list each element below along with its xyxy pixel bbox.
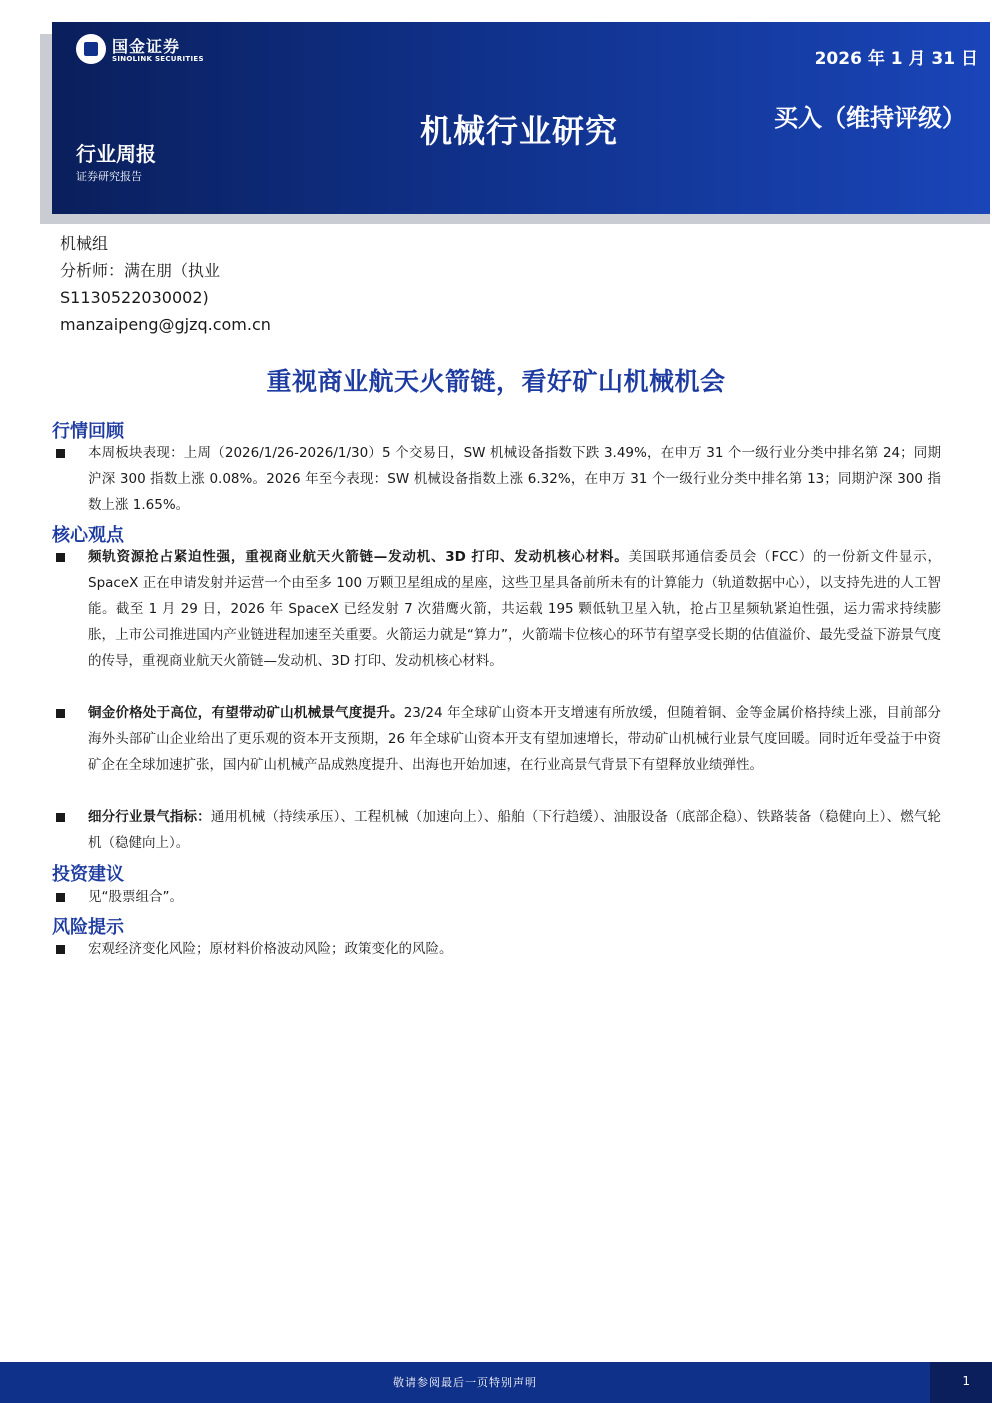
- bullet-square-icon: [56, 813, 65, 822]
- logo-name-cn: 国金证券: [112, 37, 181, 56]
- page-number: 1: [962, 1374, 970, 1388]
- section-title-advice: 投资建议: [52, 864, 124, 885]
- report-title: 机械行业研究: [420, 112, 619, 150]
- report-type: 行业周报: [76, 142, 156, 166]
- bullet-square-icon: [56, 449, 65, 458]
- report-subtype: 证券研究报告: [76, 170, 142, 183]
- logo-icon: [76, 34, 106, 64]
- bullet-bold-lead: 细分行业景气指标：: [88, 809, 211, 825]
- company-logo: [76, 34, 236, 66]
- bullet-views-2: [56, 700, 941, 778]
- analyst-name: 分析师：满在朋（执业: [60, 261, 221, 280]
- logo-name-en: SINOLINK SECURITIES: [112, 55, 204, 63]
- bullet-body: 美国联邦通信委员会（FCC）的一份新文件显示，SpaceX 正在申请发射并运营一个由至多 100 万颗卫星组成的星座，这些卫星具备前所未有的计算能力（轨道数据中心），以支持先进的人工智能。截至 1 月 29 日，2026 年 SpaceX 已经发射 7 次猎鹰火箭，共运载 195 颗低轨卫星入轨，抢占卫星频轨紧迫性强，运力需求持续膨胀，上市公司推进国内产业链进程加速至关重要。火箭运力就是“算力”，火箭端卡位核心的环节有望享受长期的估值溢价、最先受益下游景气度的传导，重视商业航天火箭链—发动机、3D 打印、发动机核心材料。: [88, 549, 941, 669]
- bullet-square-icon: [56, 893, 65, 902]
- section-title-review: 行情回顾: [52, 421, 124, 442]
- bullet-square-icon: [56, 709, 65, 718]
- analyst-info: [60, 230, 271, 338]
- bullet-risk-1: 宏观经济变化风险；原材料价格波动风险；政策变化的风险。: [56, 936, 941, 962]
- bullet-advice-1: 见“股票组合”。: [56, 884, 941, 910]
- bullet-views-3: [56, 804, 941, 856]
- bullet-body: 23/24 年全球矿山资本开支增速有所放缓，但随着铜、金等金属价格持续上涨，目前部分海外头部矿山企业给出了更乐观的资本开支预期，26 年全球矿山资本开支有望加速增长，带动矿山机械行业景气度回暖。同时近年受益于中资矿企在全球加速扩张，国内矿山机械产品成熟度提升、出海也开始加速，在行业高景气背景下有望释放业绩弹性。: [88, 705, 941, 773]
- bullet-body: 通用机械（持续承压）、工程机械（加速向上）、船舶（下行趋缓）、油服设备（底部企稳）、铁路装备（稳健向上）、燃气轮机（稳健向上）。: [88, 809, 942, 851]
- bullet-bold-lead: 铜金价格处于高位，有望带动矿山机械景气度提升。: [88, 705, 404, 721]
- analyst-license: S1130522030002): [60, 288, 209, 307]
- section-title-risk: 风险提示: [52, 917, 124, 938]
- footer-notice: 敬请参阅最后一页特别声明: [393, 1376, 537, 1389]
- page-footer: [0, 1362, 992, 1403]
- analyst-email[interactable]: manzaipeng@gjzq.com.cn: [60, 315, 271, 334]
- group-name: 机械组: [60, 234, 109, 253]
- bullet-bold-lead: 频轨资源抢占紧迫性强，重视商业航天火箭链—发动机、3D 打印、发动机核心材料。: [88, 549, 629, 565]
- footer-page-tab: [930, 1362, 992, 1403]
- bullet-square-icon: [56, 553, 65, 562]
- section-title-views: 核心观点: [52, 525, 124, 546]
- header-banner: [52, 22, 990, 214]
- rating: 买入（维持评级）: [774, 104, 966, 132]
- report-date: 2026 年 1 月 31 日: [814, 49, 978, 69]
- headline: 重视商业航天火箭链，看好矿山机械机会: [266, 367, 726, 396]
- bullet-views-1: [56, 544, 941, 674]
- bullet-square-icon: [56, 945, 65, 954]
- bullet-review-1: 本周板块表现：上周（2026/1/26-2026/1/30）5 个交易日，SW 机械设备指数下跌 3.49%，在申万 31 个一级行业分类中排名第 24；同期沪深 300 指数上涨 0.08%。2026 年至今表现：SW 机械设备指数上涨 6.32%，在申万 31 个一级行业分类中排名第 13；同期沪深 300 指数上涨 1.65%。: [56, 440, 941, 518]
